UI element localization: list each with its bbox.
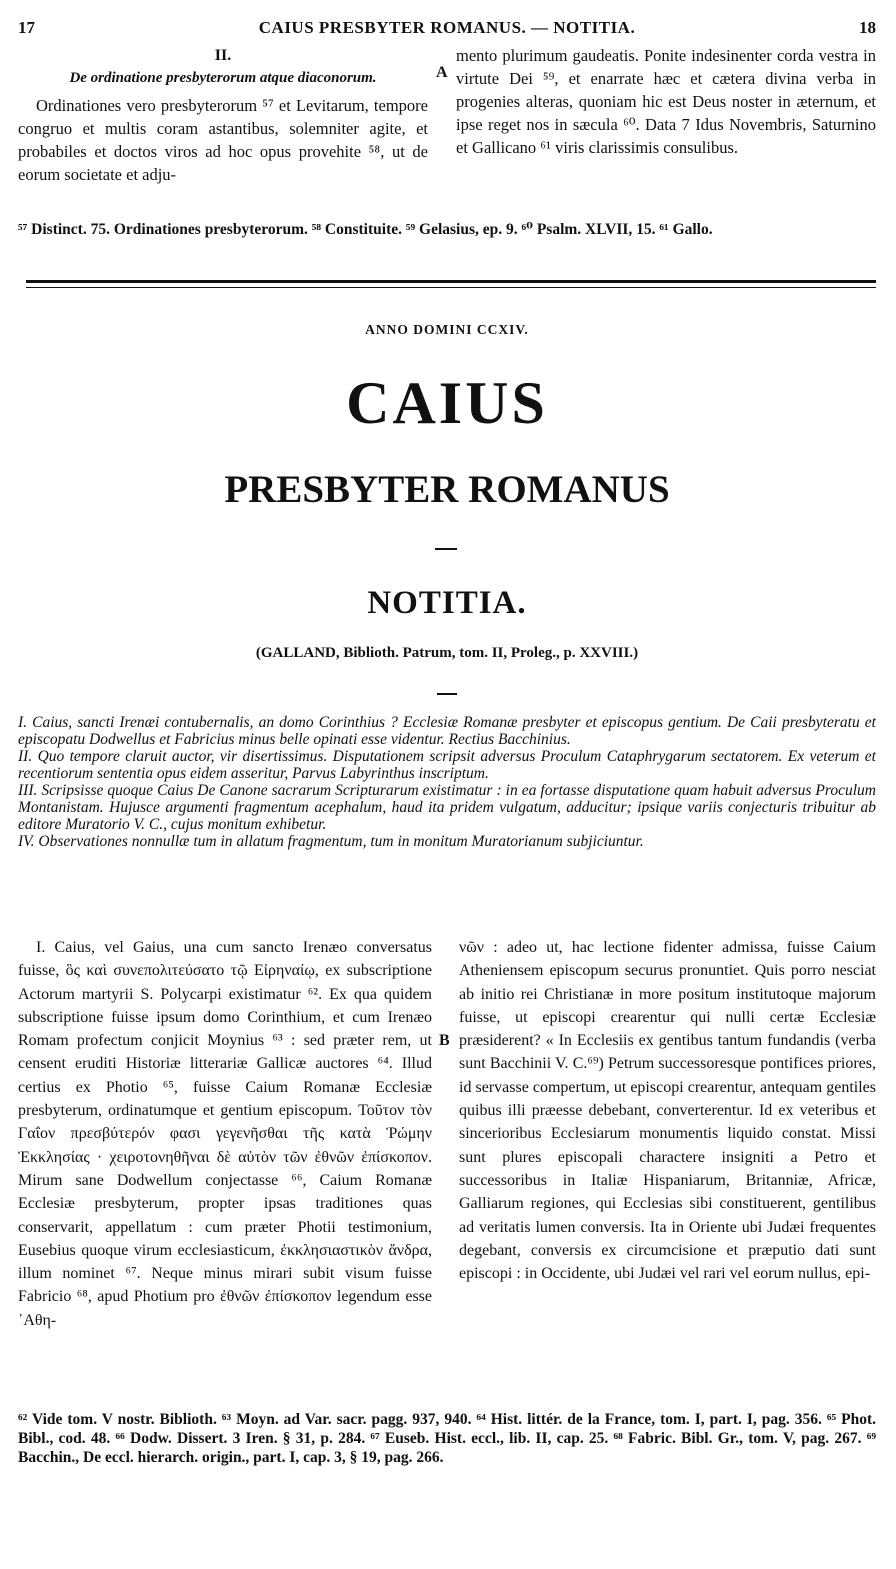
running-title: CAIUS PRESBYTER ROMANUS. — NOTITIA.: [258, 18, 636, 37]
page-number-left: 17: [18, 18, 35, 37]
top-right-column: [456, 44, 876, 159]
body-left-column: [18, 936, 432, 1332]
top-left-text: Ordinationes vero presbyterorum ⁵⁷ et Levitarum, tempore congruo et multis coram astantibus, solemniter agite, et probabiles et doctos viros ad hoc opus provehite ⁵⁸, ut de eorum societate et adju-: [18, 96, 428, 184]
body-right-column: [459, 936, 876, 1285]
source-divider: [437, 693, 457, 695]
double-rule-thin: [26, 287, 876, 288]
body-left-text: I. Caius, vel Gaius, una cum sancto Irenæo conversatus fuisse, ὃς καὶ συνεπολιτεύσατο τῷ Εἰρηναίῳ, ex subscriptione Actorum martyrii S. Polycarpi existimatur ⁶². Ex qua quidem subscriptione fuisse ipsum domo Corinthium, et cum Irenæo Romam profectum conjicit Moynius ⁶³ : sed præter rem, ut censent eruditi Historiæ litterariæ Gallicæ auctores ⁶⁴. Illud certius ex Photio ⁶⁵, fuisse Caium Romanæ Ecclesiæ presbyterum, ordinatumque et gentium episcopum. Τοῦτον τὸν Γαΐον πρεσβύτερόν φασι γεγενῆσθαι τῆς κατὰ Ῥώμην Ἐκκλησίας · χειροτονηθῆναι δὲ αὐτὸν τῶν ἐθνῶν ἐπίσκοπον. Mirum sane Dodwellum conjectasse ⁶⁶, Caium Romanæ Ecclesiæ presbyterum, propter ipsas traditiones quas conservarit, appellatum : cum præter Photii testimonium, Eusebius quoque virum ecclesiasticum, ἐκκλησιαστικὸν ἄνδρα, illum nominet ⁶⁷. Neque minus mirari subit visum fuisse Fabricio ⁶⁸, apud Photium pro ἐθνῶν ἐπίσκοπον legendum esse ᾿Αθη-: [18, 939, 432, 1329]
document-page: [18, 0, 876, 1569]
running-head: [18, 18, 876, 40]
top-left-column: [18, 44, 428, 186]
title-notitia: NOTITIA.: [367, 585, 527, 621]
summary-item: II. Quo tempore claruit auctor, vir disertissimus. Disputationem scripsit adversus Proculum Cataphrygarum sectatorem. Ex veterum et recentiorum sententia opus eidem asseritur, Parvus Labyrinthus inscriptum.: [18, 748, 876, 782]
source-citation: (GALLAND, Biblioth. Patrum, tom. II, Proleg., p. XXVIII.): [255, 645, 639, 661]
section-number: II.: [214, 47, 232, 64]
title-sub: PRESBYTER ROMANUS: [224, 468, 670, 511]
summary-block: [18, 714, 876, 850]
summary-item: I. Caius, sancti Irenæi contubernalis, an domo Corinthius ? Ecclesiæ Romanæ presbyter et episcopus gentium. De Caii presbyteratu et episcopatu Dodwellus et Fabricius minus belle opinati esse videntur. Rectius Bacchinius.: [18, 714, 876, 748]
summary-item: III. Scripsisse quoque Caius De Canone sacrarum Scripturarum existimatur : in ea fortasse disputatione quam habuit adversus Proculum Montanistam. Hujusce argumenti fragmentum acephalum, haud ita pridem vulgatum, adducitur; ipsique variis conjecturis tribuitur ab editore Muratorio V. C., cujus monitum exhibetur.: [18, 782, 876, 833]
section-title: De ordinatione presbyterorum atque diaconorum.: [69, 70, 377, 86]
body-right-text: νῶν : adeo ut, hac lectione fidenter admissa, fuisse Caium Atheniensem episcopum securus pronuntiet. Quis porro nesciat ab initio rei Christianæ in more positum institutoque majorum fuisse, ut episcopi crearentur qui nulli certæ Ecclesiæ præsiderent? « In Ecclesiis ex gentibus tantum fundandis (verba sunt Bacchinii V. C.⁶⁹) Petrum successoresque pontifices priores, id servasse compertum, ut episcopi crearentur, antequam gentiles quibus illi præesse debebant, converterentur. Id ex veteribus et sincerioribus Ecclesiarum monumentis liquido constat. Missi sunt plures episcopali charactere insigniti a Petro et successoribus in Italiæ Hispaniarum, Britanniæ, Africæ, Galliarum regiones, qui Ecclesias sibi constituerent, gentilibus ad veritatis lumen conversis. Ita in Oriente ubi Judæi frequentes degebant, conversis ex circumcisione et præputio dati sunt episcopi : in Occidente, ubi Judæi vel rari vel eorum nullus, epi-: [459, 939, 876, 1283]
column-marker-b: B: [439, 1032, 450, 1049]
title-divider: [435, 548, 457, 550]
footnotes-top: ⁵⁷ Distinct. 75. Ordinationes presbyterorum. ⁵⁸ Constituite. ⁵⁹ Gelasius, ep. 9. ⁶⁰ Psalm. XLVII, 15. ⁶¹ Gallo.: [18, 221, 713, 238]
double-rule-thick: [26, 280, 876, 283]
title-main: CAIUS: [346, 370, 548, 436]
top-right-text: mento plurimum gaudeatis. Ponite indesinenter corda vestra in virtute Dei ⁵⁹, et enarrate hæc et cætera divina verba in progenies alteras, quoniam hic est Deus noster in æternum, et ipse reget nos in sæcula ⁶⁰. Data 7 Idus Novembris, Saturnino et Gallicano ⁶¹ viris clarissimis consulibus.: [456, 46, 876, 157]
footnotes-bottom: ⁶² Vide tom. V nostr. Biblioth. ⁶³ Moyn. ad Var. sacr. pagg. 937, 940. ⁶⁴ Hist. littér. de la France, tom. I, part. I, pag. 356. ⁶⁵ Phot. Bibl., cod. 48. ⁶⁶ Dodw. Dissert. 3 Iren. § 31, p. 284. ⁶⁷ Euseb. Hist. eccl., lib. II, cap. 25. ⁶⁸ Fabric. Bibl. Gr., tom. V, pag. 267. ⁶⁹ Bacchin., De eccl. hierarch. origin., part. I, cap. 3, § 19, pag. 266.: [18, 1411, 876, 1466]
anno-domini: ANNO DOMINI CCXIV.: [365, 322, 529, 337]
column-marker-a: A: [436, 64, 448, 81]
page-number-right: 18: [859, 18, 876, 37]
summary-item: IV. Observationes nonnullæ tum in allatum fragmentum, tum in monitum Muratorianum subjiciuntur.: [18, 833, 644, 850]
